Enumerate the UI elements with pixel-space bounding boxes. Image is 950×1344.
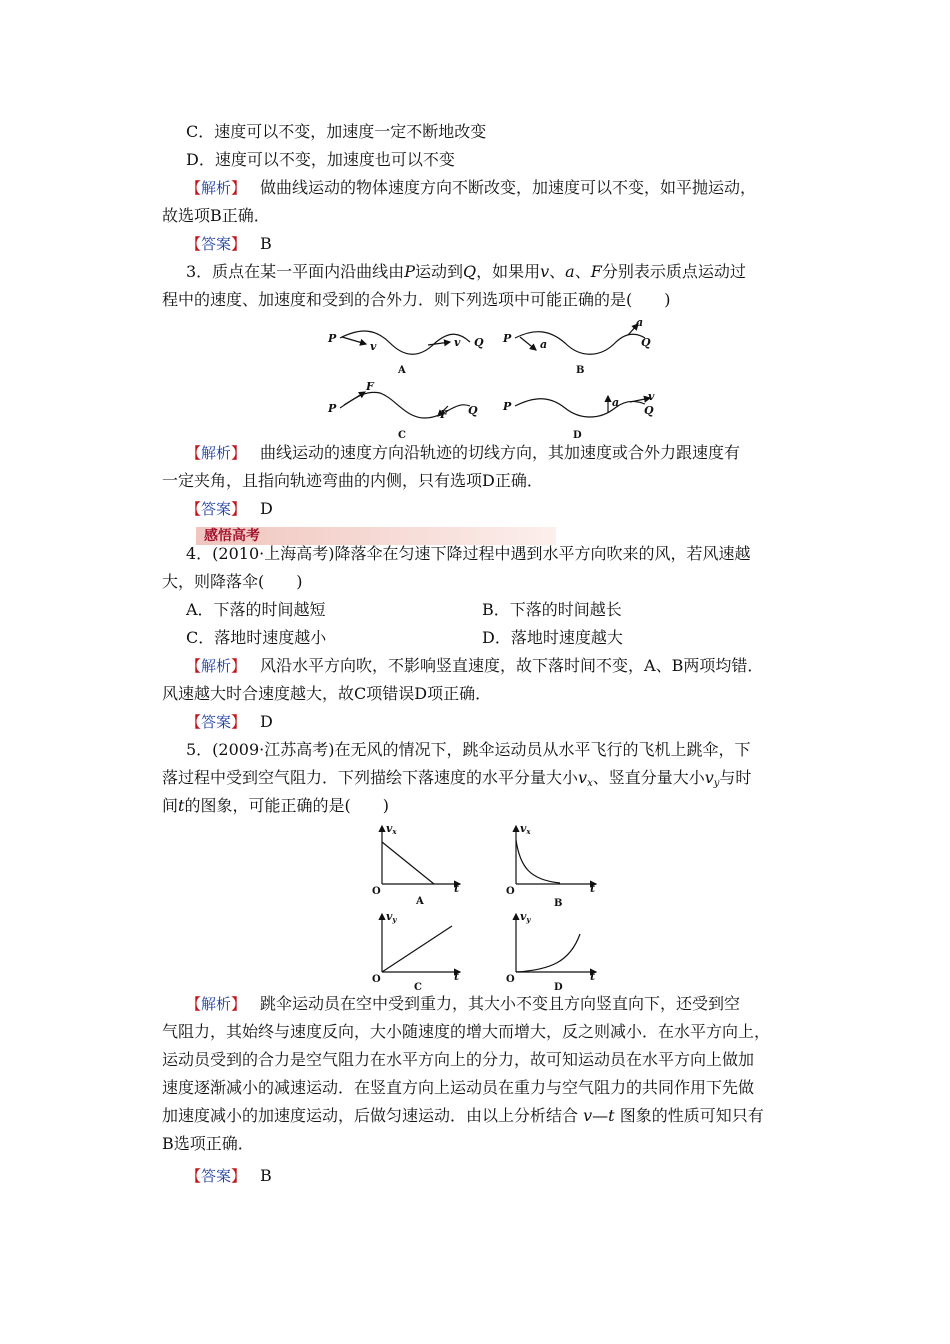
label-v: v — [454, 336, 461, 349]
q4-answer: 【答案】 D — [186, 712, 273, 731]
option-label-b: B — [576, 365, 585, 376]
answer-tag: 【答案】 — [186, 500, 247, 518]
q4-option-a: A．下落的时间越短 — [186, 600, 326, 619]
graph-c-line — [382, 926, 452, 972]
graph-b-curve — [516, 840, 560, 883]
label-p: P — [328, 332, 337, 345]
option-label-a: A — [416, 896, 424, 907]
q3-answer: 【答案】 D — [186, 499, 273, 518]
origin-label: O — [372, 886, 381, 897]
axis-label-vy: vy — [386, 910, 397, 924]
option-label-b: B — [554, 898, 563, 909]
graph-a-line — [382, 842, 434, 884]
label-f: F — [366, 380, 374, 393]
q5-analysis-line-6: B选项正确． — [162, 1134, 254, 1153]
q2-option-d: D．速度可以不变，加速度也可以不变 — [186, 150, 455, 169]
q4-option-b: B．下落的时间越长 — [482, 600, 622, 619]
q4-analysis-line-2: 风速越大时合速度越大，故C项错误D项正确． — [162, 684, 492, 703]
q4-stem-line-1: 4．(2010·上海高考)降落伞在匀速下降过程中遇到水平方向吹来的风，若风速越 — [186, 544, 751, 563]
curve-d — [515, 399, 645, 417]
label-v: v — [648, 390, 655, 403]
q5-stem-line-3: 间t的图象，可能正确的是( ) — [162, 796, 389, 815]
origin-label: O — [372, 974, 381, 985]
section-title: 感悟高考 — [204, 528, 260, 544]
option-label-d: D — [573, 430, 582, 441]
q5-analysis-line-2: 气阻力，其始终与速度反向，大小随速度的增大而增大，反之则减小．在水平方向上， — [162, 1022, 771, 1041]
q3-trajectory-figure — [320, 318, 670, 444]
origin-label: O — [506, 974, 515, 985]
axis-label-t: t — [454, 882, 460, 895]
axis-label-t: t — [590, 882, 596, 895]
label-v: v — [370, 340, 377, 353]
q5-graph-figure — [370, 822, 610, 992]
label-p: P — [503, 400, 512, 413]
analysis-tag: 【解析】 — [186, 444, 247, 462]
q3-stem-line-2: 程中的速度、加速度和受到的合外力．则下列选项中可能正确的是( ) — [162, 290, 671, 309]
acceleration-arrow — [520, 337, 536, 350]
analysis-tag: 【解析】 — [186, 995, 247, 1013]
q3-stem-line-1: 3．质点在某一平面内沿曲线由P运动到Q，如果用v、a、F分别表示质点运动过 — [186, 262, 746, 281]
label-q: Q — [644, 404, 654, 417]
velocity-arrow — [428, 342, 450, 345]
q4-stem-line-2: 大，则降落伞( ) — [162, 572, 303, 591]
q4-option-d: D．落地时速度越大 — [482, 628, 623, 647]
q2-analysis-line-1: 【解析】 做曲线运动的物体速度方向不断改变，加速度可以不变，如平抛运动， — [186, 178, 757, 197]
answer-tag: 【答案】 — [186, 235, 247, 253]
q5-analysis-line-5: 加速度减小的加速度运动，后做匀速运动．由以上分析结合 v—t 图象的性质可知只有 — [162, 1106, 764, 1125]
q5-analysis-line-4: 速度逐渐减小的减速运动．在竖直方向上运动员在重力与空气阻力的共同作用下先做 — [162, 1078, 755, 1097]
answer-tag: 【答案】 — [186, 713, 247, 731]
label-q: Q — [474, 336, 484, 349]
axis-label-vy: vy — [520, 910, 531, 924]
q2-analysis-line-2: 故选项B正确． — [162, 206, 270, 225]
q5-stem-line-2: 落过程中受到空气阻力．下列描绘下落速度的水平分量大小$v_x$、竖直分量大小$v_y$与时 — [162, 768, 752, 789]
force-arrow — [344, 392, 365, 405]
label-p: P — [503, 332, 512, 345]
analysis-tag: 【解析】 — [186, 179, 247, 197]
option-label-d: D — [554, 982, 563, 992]
axis-label-t: t — [454, 970, 460, 983]
q4-option-c: C．落地时速度越小 — [186, 628, 327, 647]
answer-tag: 【答案】 — [186, 1167, 247, 1185]
label-a: a — [612, 396, 620, 409]
analysis-tag: 【解析】 — [186, 657, 247, 675]
q5-stem-line-1: 5．(2009·江苏高考)在无风的情况下，跳伞运动员从水平飞行的飞机上跳伞，下 — [186, 740, 751, 759]
origin-label: O — [506, 886, 515, 897]
graph-d-curve — [516, 934, 580, 972]
q2-answer: 【答案】 B — [186, 234, 272, 253]
curve-c — [340, 392, 470, 418]
option-label-c: C — [398, 430, 406, 441]
axis-label-vx: vx — [386, 822, 397, 836]
label-f: F — [440, 408, 448, 421]
axis-label-t: t — [590, 970, 596, 983]
label-a: a — [636, 318, 644, 329]
q5-answer: 【答案】 B — [186, 1166, 272, 1185]
label-q: Q — [468, 404, 478, 417]
q2-option-c: C．速度可以不变，加速度一定不断地改变 — [186, 122, 487, 141]
q3-analysis-line-1: 【解析】 曲线运动的速度方向沿轨迹的切线方向，其加速度或合外力跟速度有 — [186, 443, 741, 462]
velocity-arrow — [630, 398, 650, 402]
option-label-c: C — [414, 982, 422, 992]
label-p: P — [328, 402, 337, 415]
velocity-arrow — [342, 337, 366, 344]
label-q: Q — [641, 336, 651, 349]
axis-label-vx: vx — [520, 822, 531, 836]
q3-analysis-line-2: 一定夹角，且指向轨迹弯曲的内侧，只有选项D正确． — [162, 471, 543, 490]
q5-analysis-line-1: 【解析】 跳伞运动员在空中受到重力，其大小不变且方向竖直向下，还受到空 — [186, 994, 741, 1013]
label-a: a — [540, 338, 548, 351]
q4-analysis-line-1: 【解析】 风沿水平方向吹，不影响竖直速度，故下落时间不变，A、B两项均错． — [186, 656, 764, 675]
curve-b — [515, 332, 645, 355]
option-label-a: A — [398, 365, 406, 376]
q5-analysis-line-3: 运动员受到的合力是空气阻力在水平方向上的分力，故可知运动员在水平方向上做加 — [162, 1050, 755, 1069]
